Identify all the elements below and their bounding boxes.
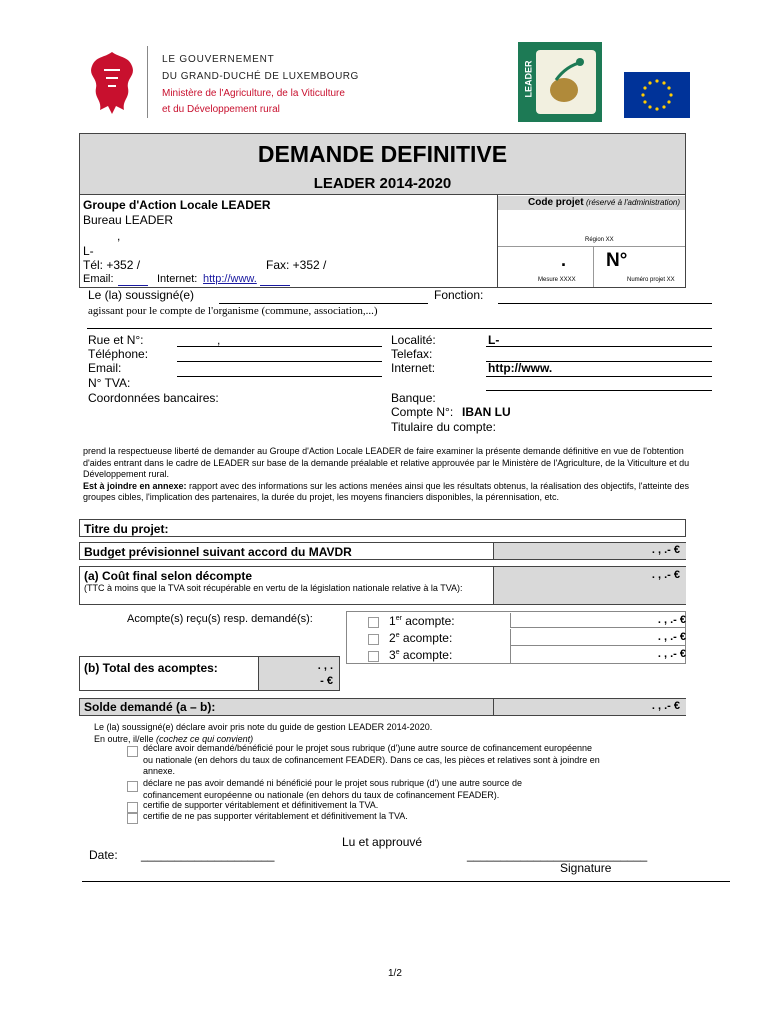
option-2-text: déclare ne pas avoir demandé ni bénéficié pour le projet sous rubrique (d') une autre source de cofinancement européenne ou nationale (en dehors du taux de cofinancement FEADER). — [143, 778, 522, 800]
agissant-text: agissant pour le compte de l'organisme (commune, association,...) — [88, 305, 378, 317]
internet-value: http://www. — [488, 361, 553, 375]
date-label: Date: — [89, 848, 118, 862]
code-numero: Numéro projet XX — [627, 277, 675, 283]
code-region: Région XX — [585, 237, 614, 243]
tva-field[interactable] — [486, 390, 712, 391]
acompte-2-amount: . , .- € — [657, 631, 686, 643]
intro-text — [83, 446, 695, 504]
leader-logo-inner — [536, 50, 596, 114]
acompte-2-text: acompte: — [399, 631, 453, 645]
acompte-2-amount-cell[interactable] — [510, 629, 686, 646]
acompte-1-amount: . , .- € — [657, 614, 686, 626]
gal-fax: Fax: +352 / — [266, 258, 327, 272]
gal-comma: , — [117, 229, 121, 243]
annex-text: rapport avec des informations sur les actions menées ainsi que les résultats obtenus, la réalisation des objectifs, l'atteinte des groupes cibles, l'implication des partenaires, la durée du projet, les moyens financiers disponibles, la pérennisation, etc. — [83, 480, 690, 502]
cout-row — [79, 566, 686, 605]
gal-email-value[interactable] — [118, 285, 148, 286]
gal-internet-label: Internet: — [157, 273, 198, 285]
cout-label: (a) Coût final selon décompte — [84, 569, 253, 583]
fonction-field[interactable] — [498, 303, 712, 304]
page-title: DEMANDE DEFINITIVE — [257, 141, 508, 167]
banque-label: Banque: — [391, 391, 436, 405]
eu-flag — [624, 72, 690, 118]
titulaire-label: Titulaire du compte: — [391, 420, 496, 434]
code-region-line — [498, 246, 685, 247]
total-amount-2: - € — [320, 675, 333, 687]
gal-tel: Tél: +352 / — [83, 258, 141, 272]
solde-amount: . , .- € — [651, 700, 680, 712]
agissant-field[interactable] — [87, 328, 712, 329]
option-1-text: déclare avoir demandé/bénéficié pour le projet sous rubrique (d')une autre source de cofinancement européenne ou nationale (en dehors du taux de cofinancement FEADER). Dans ce cas, les pièces et relatives sont à joindre en annexe. — [143, 743, 600, 776]
declaration-line1: Le (la) soussigné(e) déclare avoir pris note du guide de gestion LEADER 2014-2020. — [94, 722, 433, 732]
acompte-1-sup: er — [395, 615, 402, 622]
code-divider — [593, 247, 594, 287]
acompte-1-label — [389, 614, 455, 628]
title-box — [79, 133, 686, 195]
acompte-1-num: 1 — [389, 614, 396, 628]
acompte-2-sup: e — [395, 632, 400, 639]
telephone-field[interactable] — [177, 361, 382, 362]
page-subtitle: LEADER 2014-2020 — [313, 175, 452, 192]
email-label: Email: — [88, 361, 122, 375]
declaration-line2-a: En outre, il/elle — [94, 734, 157, 744]
code-projet-header — [498, 196, 685, 210]
acompte-3-checkbox[interactable] — [368, 651, 379, 662]
code-projet-note: (réservé à l'administration) — [586, 198, 681, 207]
intro-p1: prend la respectueuse liberté de demander au Groupe d'Action Locale LEADER de faire examiner la présente demande définitive en vue de l'obtention d'aides entrant dans le cadre de LEADER sur base de la demande préalable et relative approuvée par le Ministère de l'Agriculture, de la Viticulture et du Développement rural. — [83, 446, 690, 479]
gov-line-2: DU GRAND-DUCHÉ DE LUXEMBOURG — [162, 71, 359, 82]
gov-line-1: LE GOUVERNEMENT — [162, 54, 275, 65]
signature-label: Signature — [560, 861, 612, 875]
soussigne-field[interactable] — [219, 303, 428, 304]
acompte-3-sup: e — [395, 649, 400, 656]
option-4-checkbox[interactable] — [127, 810, 138, 828]
gov-line-3: Ministère de l'Agriculture, de la Viticulture — [162, 88, 345, 99]
acompte-1-text: acompte: — [401, 614, 455, 628]
lux-vertical-rule — [147, 46, 148, 118]
budget-label: Budget prévisionnel suivant accord du MAVDR — [84, 545, 352, 559]
lu-approuve: Lu et approuvé — [342, 835, 423, 849]
date-field[interactable]: ____________________ — [141, 848, 275, 862]
total-amount-cell[interactable] — [258, 657, 339, 690]
email-field[interactable] — [177, 376, 382, 377]
rue-field[interactable] — [177, 346, 382, 347]
soussigne-label: Le (la) soussigné(e) — [88, 288, 195, 302]
internet-field[interactable] — [486, 376, 712, 377]
telephone-label: Téléphone: — [88, 347, 149, 361]
acompte-3-label — [389, 648, 452, 662]
annex-label: Est à joindre en annexe: — [83, 480, 187, 491]
gal-name: Groupe d'Action Locale LEADER — [83, 198, 271, 212]
rue-value: , — [217, 333, 221, 347]
gal-internet-underline — [260, 285, 290, 286]
gal-email-label: Email: — [83, 273, 114, 285]
code-mesure: Mesure XXXX — [538, 277, 576, 283]
acompte-3-amount-cell[interactable] — [510, 646, 686, 664]
option-3-text: certifie de supporter véritablement et définitivement la TVA. — [143, 800, 379, 810]
acompte-2-num: 2 — [389, 631, 396, 645]
leader-logo-text: LEADER — [523, 60, 534, 98]
gal-locality: L- — [83, 244, 94, 258]
solde-row — [79, 698, 686, 716]
compte-value: IBAN LU — [462, 405, 511, 419]
tva-label: N° TVA: — [88, 376, 131, 390]
cout-amount-cell[interactable] — [493, 567, 686, 604]
option-1-checkbox[interactable] — [127, 743, 138, 761]
acompte-row — [368, 614, 379, 632]
rue-label: Rue et N°: — [88, 333, 144, 347]
acompte-1-amount-cell[interactable] — [510, 613, 686, 628]
titre-label: Titre du projet: — [84, 522, 169, 536]
declaration-line2-b: (cochez ce qui convient) — [156, 734, 254, 744]
total-label: (b) Total des acomptes: — [84, 661, 218, 675]
acompte-1-checkbox[interactable] — [368, 617, 379, 628]
cout-amount: . , .- € — [651, 569, 680, 581]
code-no: N° — [606, 250, 628, 271]
solde-label: Solde demandé (a – b): — [84, 700, 216, 714]
acompte-2-label — [389, 631, 452, 645]
localite-label: Localité: — [391, 333, 436, 347]
code-dot: . — [561, 250, 567, 270]
footer-rule — [82, 881, 730, 882]
acompte-3-num: 3 — [389, 648, 396, 662]
localite-value: L- — [488, 333, 500, 347]
page-number: 1/2 — [388, 968, 402, 979]
gal-internet-link[interactable]: http://www. — [203, 273, 257, 285]
cout-note: (TTC à moins que la TVA soit récupérable en vertu de la législation nationale relative à la TVA): — [84, 583, 463, 593]
total-row — [79, 656, 340, 691]
acompte-row — [368, 648, 379, 666]
gal-bureau: Bureau LEADER — [83, 213, 174, 227]
acompte-row — [368, 631, 379, 649]
gov-line-4: et du Développement rural — [162, 104, 280, 115]
option-4-text: certifie de ne pas supporter véritablement et définitivement la TVA. — [143, 811, 408, 821]
telefax-label: Telefax: — [391, 347, 433, 361]
acompte-2-checkbox[interactable] — [368, 634, 379, 645]
localite-field[interactable] — [486, 346, 712, 347]
acompte-3-text: acompte: — [399, 648, 453, 662]
coord-label: Coordonnées bancaires: — [88, 391, 219, 405]
total-amount-1: . , . — [317, 660, 333, 672]
acompte-3-amount: . , .- € — [657, 648, 686, 660]
solde-label-cell — [80, 699, 493, 715]
titre-row[interactable] — [79, 519, 686, 537]
lux-lion-logo — [84, 48, 140, 118]
fonction-label: Fonction: — [434, 288, 484, 302]
budget-amount-cell[interactable] — [493, 543, 686, 559]
budget-row — [79, 542, 686, 560]
leader-logo — [518, 42, 602, 122]
signature-field[interactable]: ___________________________ — [467, 848, 648, 862]
option-2-checkbox[interactable] — [127, 778, 138, 796]
solde-amount-cell[interactable] — [493, 699, 686, 715]
internet-label: Internet: — [391, 361, 436, 375]
budget-amount: . , .- € — [651, 544, 680, 556]
acompte-label: Acompte(s) reçu(s) resp. demandé(s): — [127, 613, 313, 625]
code-projet-label: Code projet — [528, 197, 584, 208]
compte-label: Compte N°: — [391, 405, 454, 419]
